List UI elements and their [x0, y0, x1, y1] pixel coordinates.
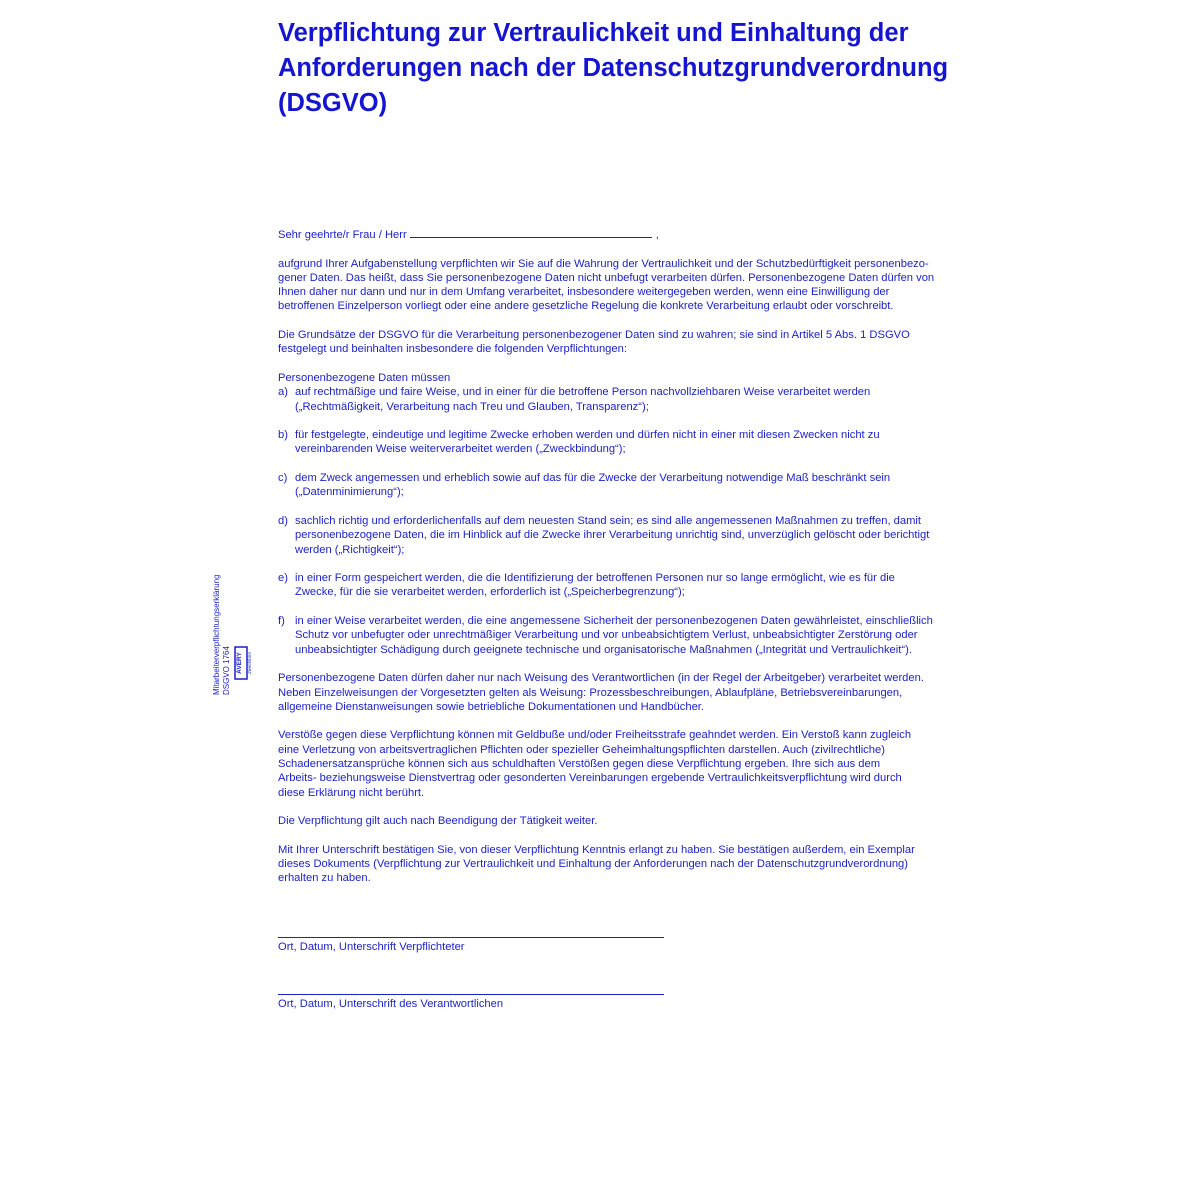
form-name: Mitarbeiterverpflichtungserklärung [212, 574, 221, 695]
list-item-b [278, 428, 998, 457]
intro-paragraph [278, 257, 998, 314]
violations-paragraph [278, 728, 998, 799]
item-label: d) [278, 514, 288, 527]
avery-logo-icon [233, 646, 255, 680]
item-label: e) [278, 572, 288, 585]
document-body [278, 227, 998, 886]
confirmation-line: erhalten zu haben. [278, 872, 371, 885]
item-line: dem Zweck angemessen und erheblich sowie auf das für die Zwecke der Verarbeitung notwendige Maß beschränkt sein [295, 472, 891, 485]
continuation-paragraph: Die Verpflichtung gilt auch nach Beendigung der Tätigkeit weiter. [278, 815, 598, 828]
salutation-prefix: Sehr geehrte/r Frau / Herr [278, 229, 407, 241]
intro-line: aufgrund Ihrer Aufgabenstellung verpflichten wir Sie auf die Wahrung der Vertraulichkeit und der Schutzbedürftigkeit personenbezo- [278, 257, 929, 270]
list-item-e [278, 571, 998, 600]
item-line: in einer Form gespeichert werden, die die Identifizierung der betroffenen Personen nur so lange ermöglicht, wie es für die [295, 572, 895, 585]
item-line: („Rechtmäßigkeit, Verarbeitung nach Treu und Glauben, Transparenz“); [295, 400, 649, 413]
item-line: in einer Weise verarbeitet werden, die eine angemessene Sicherheit der personenbezogenen Daten gewährleistet, einschließlich [295, 615, 933, 628]
salutation-suffix: , [655, 229, 659, 241]
violations-line: Verstöße gegen diese Verpflichtung können mit Geldbuße und/oder Freiheitsstrafe geahndet werden. Ein Verstoß kann zugleich [278, 729, 912, 742]
principles-line: Die Grundsätze der DSGVO für die Verarbeitung personenbezogener Daten sind zu wahren; sie sind in Artikel 5 Abs. 1 DSGVO [278, 329, 910, 342]
salutation [278, 227, 998, 242]
list-intro: Personenbezogene Daten müssen [278, 371, 451, 384]
signature-line-responsible[interactable] [278, 994, 664, 995]
item-line: vereinbarenden Weise weiterverarbeitet werden („Zweckbindung“); [295, 443, 626, 456]
instructions-line: Neben Einzelweisungen der Vorgesetzten gelten als Weisung: Prozessbeschreibungen, Ablaufpläne, Betriebsvereinbarungen, [278, 686, 903, 699]
item-line: sachlich richtig und erforderlichenfalls auf dem neuesten Stand sein; es sind alle angemessenen Maßnahmen zu treffen, damit [295, 514, 922, 527]
item-line: Schutz vor unbefugter oder unrechtmäßiger Verarbeitung und vor unbeabsichtigtem Verlust, unbeabsichtigter Zerstörung oder [295, 629, 918, 642]
title-line-2: Anforderungen nach der Datenschutzgrundverordnung [278, 54, 949, 82]
signature-label-obligated: Ort, Datum, Unterschrift Verpflichteter [278, 941, 465, 953]
intro-line: gener Daten. Das heißt, dass Sie personenbezogene Daten nicht unbefugt verarbeiten dürfen. Personenbezogene Daten dürfen von [278, 271, 935, 284]
confirmation-paragraph [278, 843, 998, 886]
title-line-3: (DSGVO) [278, 89, 388, 117]
item-label: a) [278, 386, 288, 399]
intro-line: Ihnen daher nur dann und nur in dem Umfang verarbeitet, insbesondere weitergegeben werden, wenn eine Einwilligung der [278, 286, 890, 299]
list-item-f [278, 614, 998, 657]
signature-line-obligated[interactable] [278, 937, 664, 938]
title-line-1: Verpflichtung zur Vertraulichkeit und Einhaltung der [278, 19, 909, 47]
item-line: („Datenminimierung“); [295, 486, 404, 499]
instructions-paragraph [278, 671, 998, 714]
item-label: c) [278, 472, 288, 485]
list-item-a [278, 385, 998, 414]
instructions-line: allgemeine Dienstanweisungen sowie betriebliche Dokumentationen und Handbücher. [278, 700, 705, 713]
list-item-c [278, 471, 998, 500]
item-line: personenbezogene Daten, die im Hinblick auf die Zwecke ihrer Verarbeitung unrichtig sind, unverzüglich gelöscht oder berichtigt [295, 529, 930, 542]
principles-paragraph [278, 328, 998, 357]
item-label: f) [278, 615, 285, 628]
signature-label-responsible: Ort, Datum, Unterschrift des Verantwortlichen [278, 998, 504, 1010]
principles-line: festgelegt und beinhalten insbesondere die folgenden Verpflichtungen: [278, 343, 627, 356]
confirmation-line: dieses Dokuments (Verpflichtung zur Vertraulichkeit und Einhaltung der Anforderungen nach der Datenschutzgrundverordnung) [278, 858, 908, 871]
item-line: unbeabsichtigter Schädigung durch geeignete technische und organisatorische Maßnahmen („Integrität und Vertraulichkeit“). [295, 643, 912, 656]
form-reference [212, 505, 231, 695]
item-line: für festgelegte, eindeutige und legitime Zwecke erhoben werden und dürfen nicht in einer mit diesen Zwecken nicht zu [295, 429, 880, 442]
item-label: b) [278, 429, 288, 442]
list-item-d [278, 514, 998, 557]
svg-text:AVERY: AVERY [236, 652, 243, 674]
form-number: DSGVO 1764 [221, 646, 231, 695]
intro-line: betroffenen Einzelperson vorliegt oder eine andere gesetzliche Regelung die konkrete Verarbeitung erlaubt oder vorschreibt. [278, 300, 894, 313]
confirmation-line: Mit Ihrer Unterschrift bestätigen Sie, von dieser Verpflichtung Kenntnis erlangt zu haben. Sie bestätigen außerdem, ein Exemplar [278, 843, 915, 856]
item-line: werden („Richtigkeit“); [295, 543, 405, 556]
document-title [278, 16, 1038, 121]
item-line: Zwecke, für die sie verarbeitet werden, erforderlich ist („Speicherbegrenzung“); [295, 586, 685, 599]
violations-line: Schadenersatzansprüche können sich aus schuldhaften Verstößen gegen diese Verpflichtung ergeben. Ihre sich aus dem [278, 757, 881, 770]
item-line: auf rechtmäßige und faire Weise, und in einer für die betroffene Person nachvollziehbaren Weise verarbeitet werden [295, 386, 871, 399]
svg-text:Zweckform: Zweckform [247, 651, 252, 675]
violations-line: eine Verletzung von arbeitsvertraglichen Pflichten oder spezieller Geheimhaltungspflichten darstellen. Auch (zivilrechtliche) [278, 743, 885, 756]
name-blank-line [410, 227, 652, 238]
violations-line: diese Erklärung nicht berührt. [278, 786, 425, 799]
instructions-line: Personenbezogene Daten dürfen daher nur nach Weisung des Verantwortlichen (in der Regel der Arbeitgeber) verarbeitet werden. [278, 672, 924, 685]
violations-line: Arbeits- beziehungsweise Dienstvertrag oder gesonderten Vereinbarungen ergebende Vertraulichkeitsverpflichtung wird durch [278, 772, 902, 785]
